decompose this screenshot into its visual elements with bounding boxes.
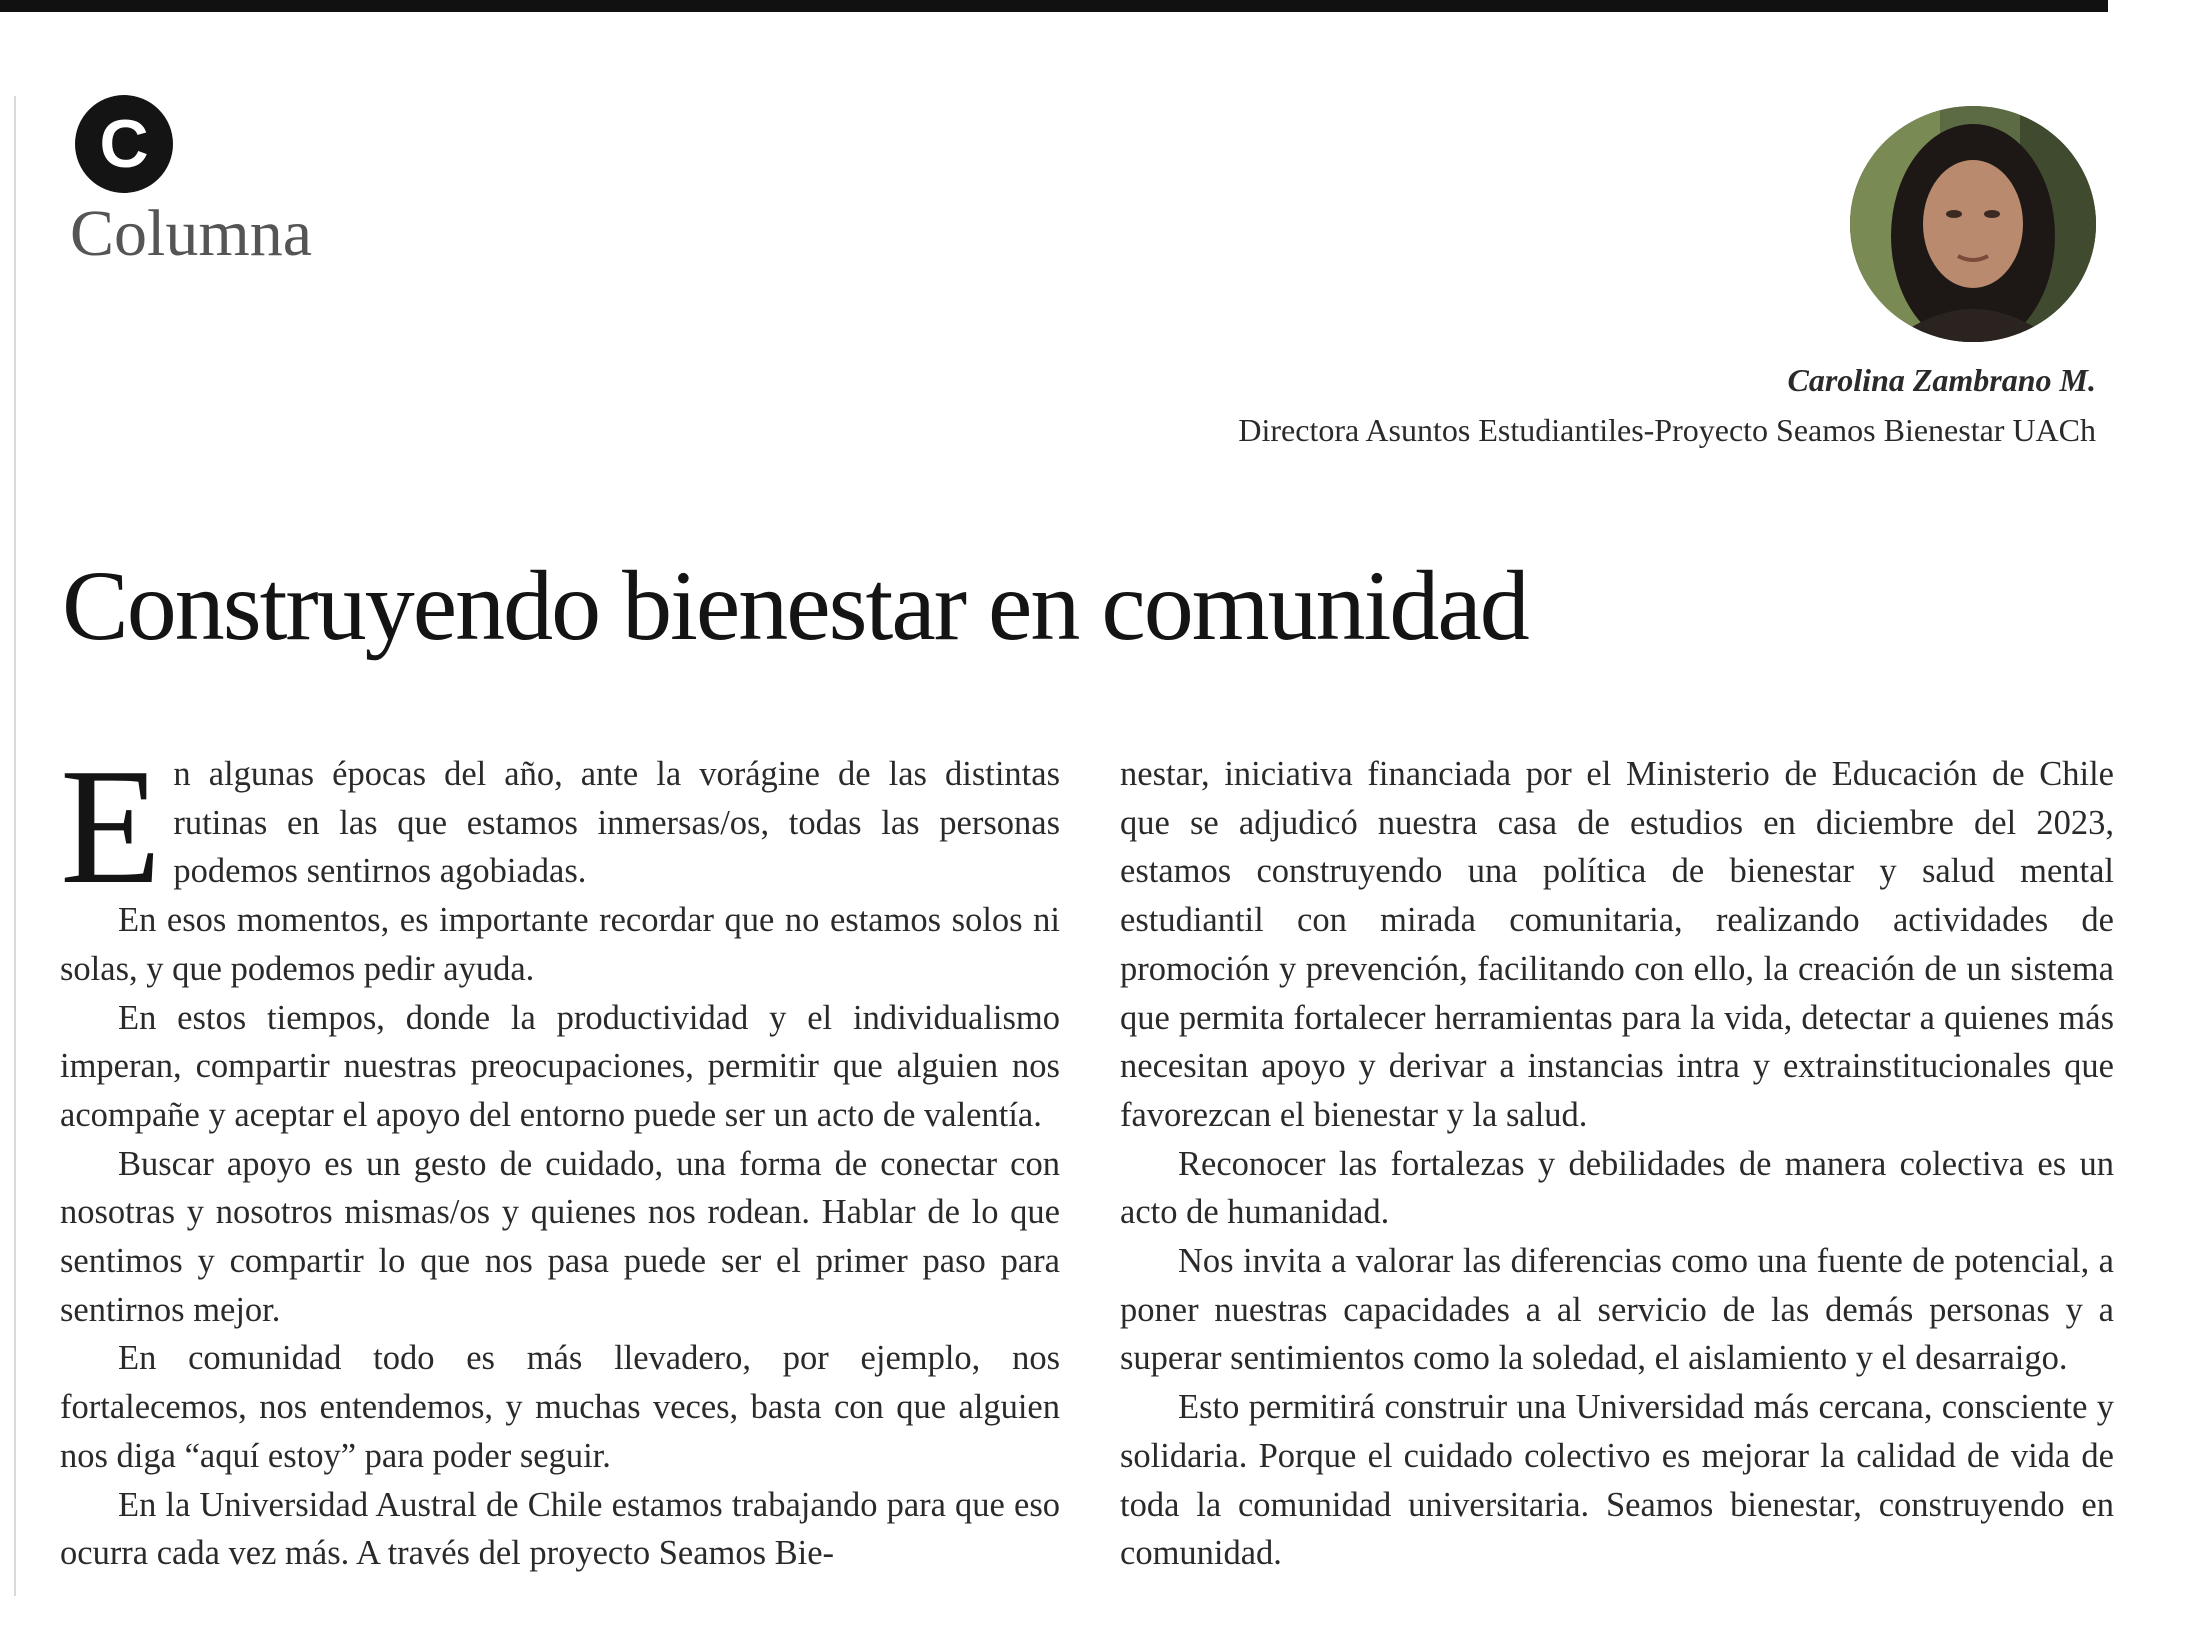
article-paragraph: Buscar apoyo es un gesto de cuidado, una forma de conectar con nosotras y nosotros mismas/os y quienes nos rodean. Hablar de lo que sentimos y compartir lo que nos pasa puede ser el primer paso para sentirnos mejor. [60, 1144, 1060, 1329]
section-badge: C [75, 95, 173, 193]
article-paragraph: Esto permitirá construir una Universidad más cercana, consciente y solidaria. Porque el cuidado colectivo es mejorar la calidad de vida de toda la comunidad universitaria. Seamos bienestar, construyendo en comunidad. [1120, 1388, 2114, 1573]
article-column-left [60, 734, 1060, 1578]
drop-cap: E [60, 734, 162, 918]
section-label: Columna [70, 197, 312, 270]
paragraph-text: n algunas épocas del año, ante la vorágine de las distintas rutinas en las que estamos inmersas/os, todas las personas podemos sentirnos agobiadas. [173, 755, 1060, 891]
article-paragraph: En esos momentos, es importante recordar que no estamos solos ni solas, y que podemos pedir ayuda. [60, 901, 1060, 988]
article-paragraph: En la Universidad Austral de Chile estamos trabajando para que eso ocurra cada vez más. A través del proyecto Seamos Bie- [60, 1485, 1060, 1573]
article-column-right [1120, 750, 2114, 1578]
article-paragraph: En estos tiempos, donde la productividad y el individualismo imperan, compartir nuestras preocupaciones, permitir que alguien nos acompañe y aceptar el apoyo del entorno puede ser un acto de valentía. [60, 998, 1060, 1134]
author-role: Directora Asuntos Estudiantiles-Proyecto Seamos Bienestar UACh [1238, 412, 2096, 448]
top-rule [0, 0, 2108, 12]
article-paragraph: En comunidad todo es más llevadero, por ejemplo, nos fortalecemos, nos entendemos, y muchas veces, basta con que alguien nos diga “aquí estoy” para poder seguir. [60, 1339, 1060, 1475]
author-name: Carolina Zambrano M. [1787, 362, 2096, 398]
left-margin-rule [14, 96, 16, 1596]
article-paragraph [60, 734, 1060, 918]
article-paragraph: Reconocer las fortalezas y debilidades de manera colectiva es un acto de humanidad. [1120, 1144, 2114, 1232]
article-paragraph: Nos invita a valorar las diferencias como una fuente de potencial, a poner nuestras capacidades a al servicio de las demás personas y a superar sentimientos como la soledad, el aislamiento y el desarraigo. [1120, 1242, 2114, 1378]
author-portrait-icon [1850, 106, 2096, 342]
article-paragraph: nestar, iniciativa financiada por el Ministerio de Educación de Chile que se adjudicó nuestra casa de estudios en diciembre del 2023, estamos construyendo una política de bienestar y salud mental estudiantil con mirada comunitaria, realizando actividades de promoción y prevención, facilitando con ello, la creación de un sistema que permita fortalecer herramientas para la vida, detectar a quienes más necesitan apoyo y derivar a instancias intra y extrainstitucionales que favorezcan el bienestar y la salud. [1120, 755, 2114, 1134]
article-headline: Construyendo bienestar en comunidad [62, 550, 1528, 661]
